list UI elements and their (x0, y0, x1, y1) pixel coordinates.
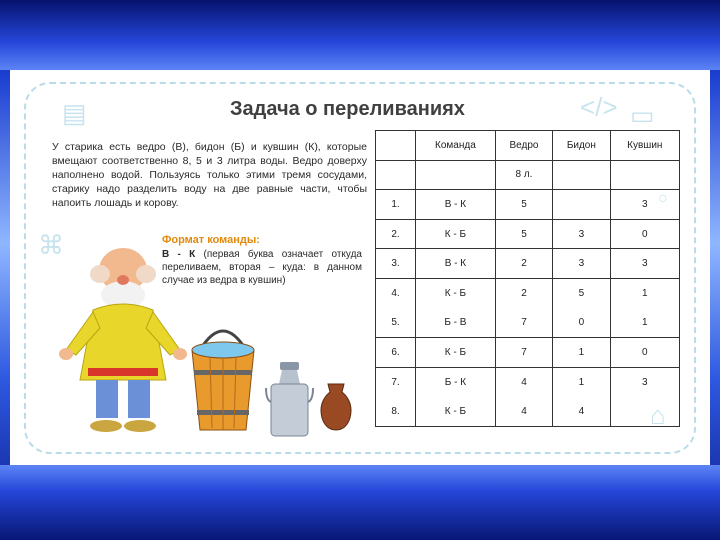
row-command: В - К (416, 190, 496, 220)
row-jug: 3 (610, 190, 679, 220)
row-number: 2. (376, 219, 416, 249)
row-command: Б - В (416, 308, 496, 338)
row-bucket: 4 (495, 367, 552, 397)
row-can: 4 (553, 397, 611, 427)
row-can: 1 (553, 367, 611, 397)
format-example-command: В - К (162, 249, 196, 260)
code-icon: </> (580, 92, 618, 122)
table-row (376, 367, 680, 397)
milk-can-illustration (262, 360, 317, 438)
initial-jug (610, 160, 679, 190)
row-number: 5. (376, 308, 416, 338)
row-jug: 3 (610, 249, 679, 279)
gamepad-icon: ⌘ (38, 230, 64, 260)
row-command: К - Б (416, 338, 496, 368)
table-row (376, 219, 680, 249)
old-man-illustration (48, 240, 198, 440)
initial-command (416, 160, 496, 190)
row-can: 0 (553, 308, 611, 338)
row-bucket: 2 (495, 249, 552, 279)
row-jug: 3 (610, 367, 679, 397)
row-can: 1 (553, 338, 611, 368)
table-row (376, 308, 680, 338)
row-bucket: 5 (495, 190, 552, 220)
row-number: 7. (376, 367, 416, 397)
row-command: К - Б (416, 397, 496, 427)
table-row (376, 397, 680, 427)
row-number: 8. (376, 397, 416, 427)
initial-can (553, 160, 611, 190)
header-cell-number (376, 131, 416, 161)
row-jug: 1 (610, 308, 679, 338)
header-cell-command: Команда (416, 131, 496, 161)
format-heading: Формат команды: (162, 234, 260, 246)
table-row (376, 249, 680, 279)
table-row (376, 338, 680, 368)
row-jug (610, 397, 679, 427)
initial-number (376, 160, 416, 190)
row-number: 6. (376, 338, 416, 368)
header-cell-can: Бидон (553, 131, 611, 161)
initial-bucket: 8 л. (495, 160, 552, 190)
header-cell-bucket: Ведро (495, 131, 552, 161)
background-top (0, 0, 720, 70)
row-can: 5 (553, 278, 611, 308)
row-number: 1. (376, 190, 416, 220)
header-cell-jug: Кувшин (610, 131, 679, 161)
row-bucket: 5 (495, 219, 552, 249)
bucket-illustration (188, 322, 258, 432)
row-jug: 0 (610, 219, 679, 249)
row-command: К - Б (416, 278, 496, 308)
row-bucket: 2 (495, 278, 552, 308)
row-can: 3 (553, 249, 611, 279)
row-command: Б - К (416, 367, 496, 397)
slide-card (10, 70, 710, 465)
background-bottom (0, 465, 720, 540)
circle-icon: ○ (658, 190, 668, 207)
row-jug: 1 (610, 278, 679, 308)
document-icon: ▤ (62, 98, 87, 128)
format-example-desc: (первая буква означает откуда переливаем, вторая – куда: в данном случае из ведра в кувшин) (162, 249, 362, 286)
page-title: Задача о переливаниях (230, 98, 465, 120)
problem-text: У старика есть ведро (В), бидон (Б) и кувшин (К), которые вмещают соответственно 8, 5 и 3 литра воды. Ведро доверху наполнено водой. Пользуясь только этими тремя сосудами, старику надо разделить воду на две равные части, чтобы напоить лошадь и корову. (52, 141, 367, 209)
row-command: В - К (416, 249, 496, 279)
table-row (376, 190, 680, 220)
row-jug: 0 (610, 338, 679, 368)
row-bucket: 7 (495, 308, 552, 338)
row-number: 3. (376, 249, 416, 279)
row-command: К - Б (416, 219, 496, 249)
row-can: 3 (553, 219, 611, 249)
row-bucket: 4 (495, 397, 552, 427)
jug-illustration (316, 382, 356, 432)
mouse-icon: ⌂ (650, 400, 666, 430)
row-can (553, 190, 611, 220)
laptop-icon: ▭ (630, 100, 655, 130)
table-row (376, 278, 680, 308)
row-number: 4. (376, 278, 416, 308)
pouring-table (375, 130, 680, 427)
row-bucket: 7 (495, 338, 552, 368)
